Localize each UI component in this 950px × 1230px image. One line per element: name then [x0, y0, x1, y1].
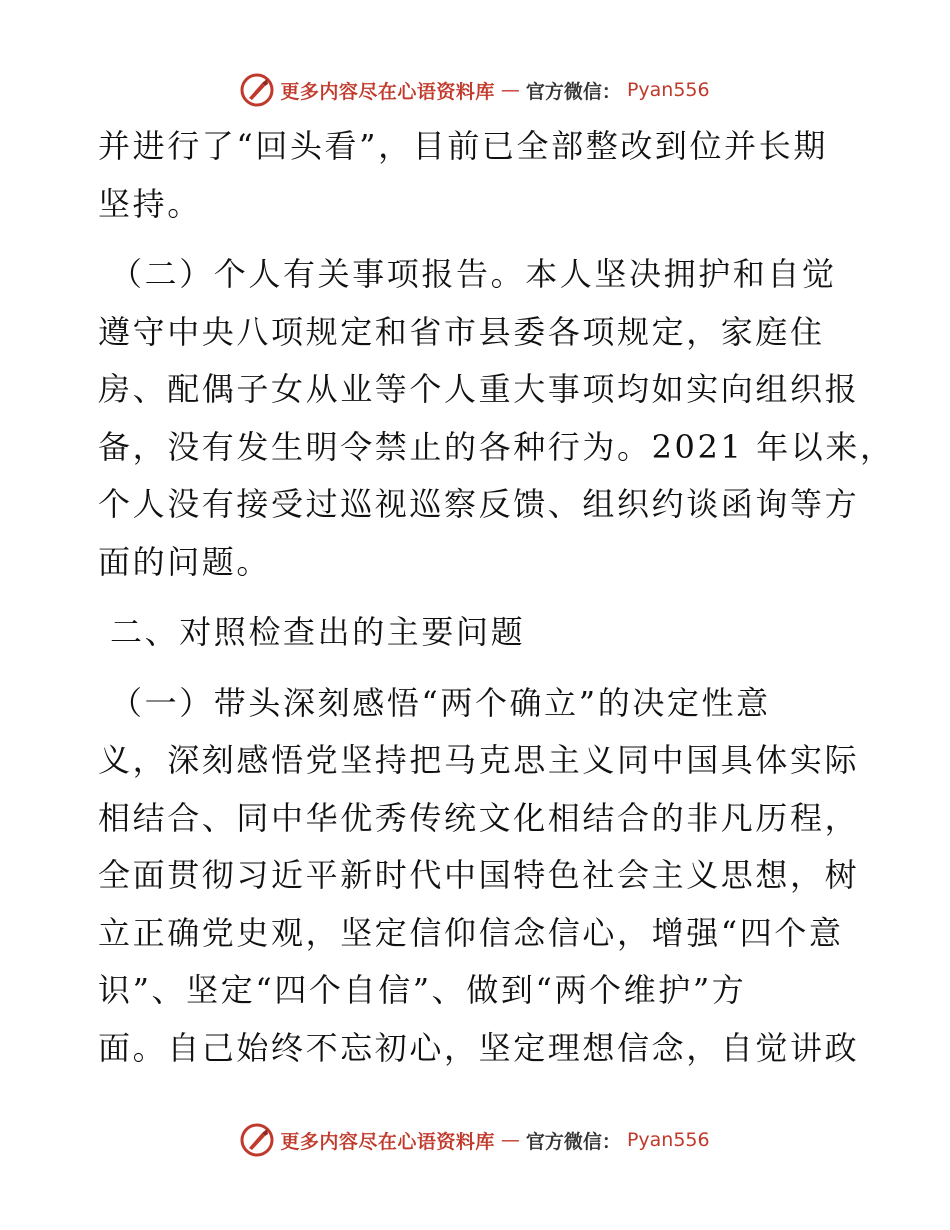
watermark-main-text: 更多内容尽在心语资料库	[280, 80, 495, 103]
text-line: 全面贯彻习近平新时代中国特色社会主义思想，树	[98, 856, 860, 894]
text-line: 立正确党史观，坚定信仰信念信心，增强“四个意	[98, 913, 844, 952]
document-body	[98, 118, 895, 1077]
paragraph-two-establishments	[98, 675, 858, 1078]
paragraph-rectification	[98, 118, 858, 233]
text-line: （二）个人有关事项报告。本人坚决拥护和自觉	[110, 255, 837, 293]
section-heading-text: 二、对照检查出的主要问题	[110, 613, 526, 651]
quill-logo-icon	[240, 1123, 274, 1157]
text-line: 房、配偶子女从业等个人重大事项均如实向组织报	[98, 370, 860, 408]
text-line: 备，没有发生明令禁止的各种行为。2021 年以来，	[98, 427, 895, 466]
text-line: 坚持。	[98, 184, 202, 223]
text-line: 遵守中央八项规定和省市县委各项规定，家庭住	[98, 312, 825, 351]
watermark-dash: —	[500, 79, 520, 101]
watermark-wechat-label: 官方微信：	[525, 80, 621, 103]
text-line: 义，深刻感悟党坚持把马克思主义同中国具体实际	[98, 741, 860, 779]
watermark-wechat-label: 官方微信：	[525, 1130, 621, 1153]
quill-logo-icon	[240, 73, 274, 107]
watermark-wechat-id: Pyan556	[626, 1129, 710, 1151]
text-line: 识”、坚定“四个自信”、做到“两个维护”方	[98, 971, 747, 1009]
text-line: 面的问题。	[98, 542, 272, 581]
watermark-wechat-id: Pyan556	[626, 79, 710, 101]
footer-watermark	[0, 1120, 950, 1160]
paragraph-personal-report	[98, 246, 895, 591]
text-line: 并进行了“回头看”，目前已全部整改到位并长期	[98, 127, 828, 165]
text-line: 面。自己始终不忘初心，坚定理想信念，自觉讲政	[98, 1028, 860, 1067]
section-heading	[98, 604, 858, 662]
text-line: 个人没有接受过巡视巡察反馈、组织约谈函询等方	[98, 485, 860, 523]
header-watermark	[0, 70, 950, 110]
watermark-main-text: 更多内容尽在心语资料库	[280, 1130, 495, 1153]
text-line: 相结合、同中华优秀传统文化相结合的非凡历程，	[98, 798, 860, 837]
watermark-dash: —	[500, 1129, 520, 1151]
text-line: （一）带头深刻感悟“两个确立”的决定性意	[110, 683, 771, 722]
